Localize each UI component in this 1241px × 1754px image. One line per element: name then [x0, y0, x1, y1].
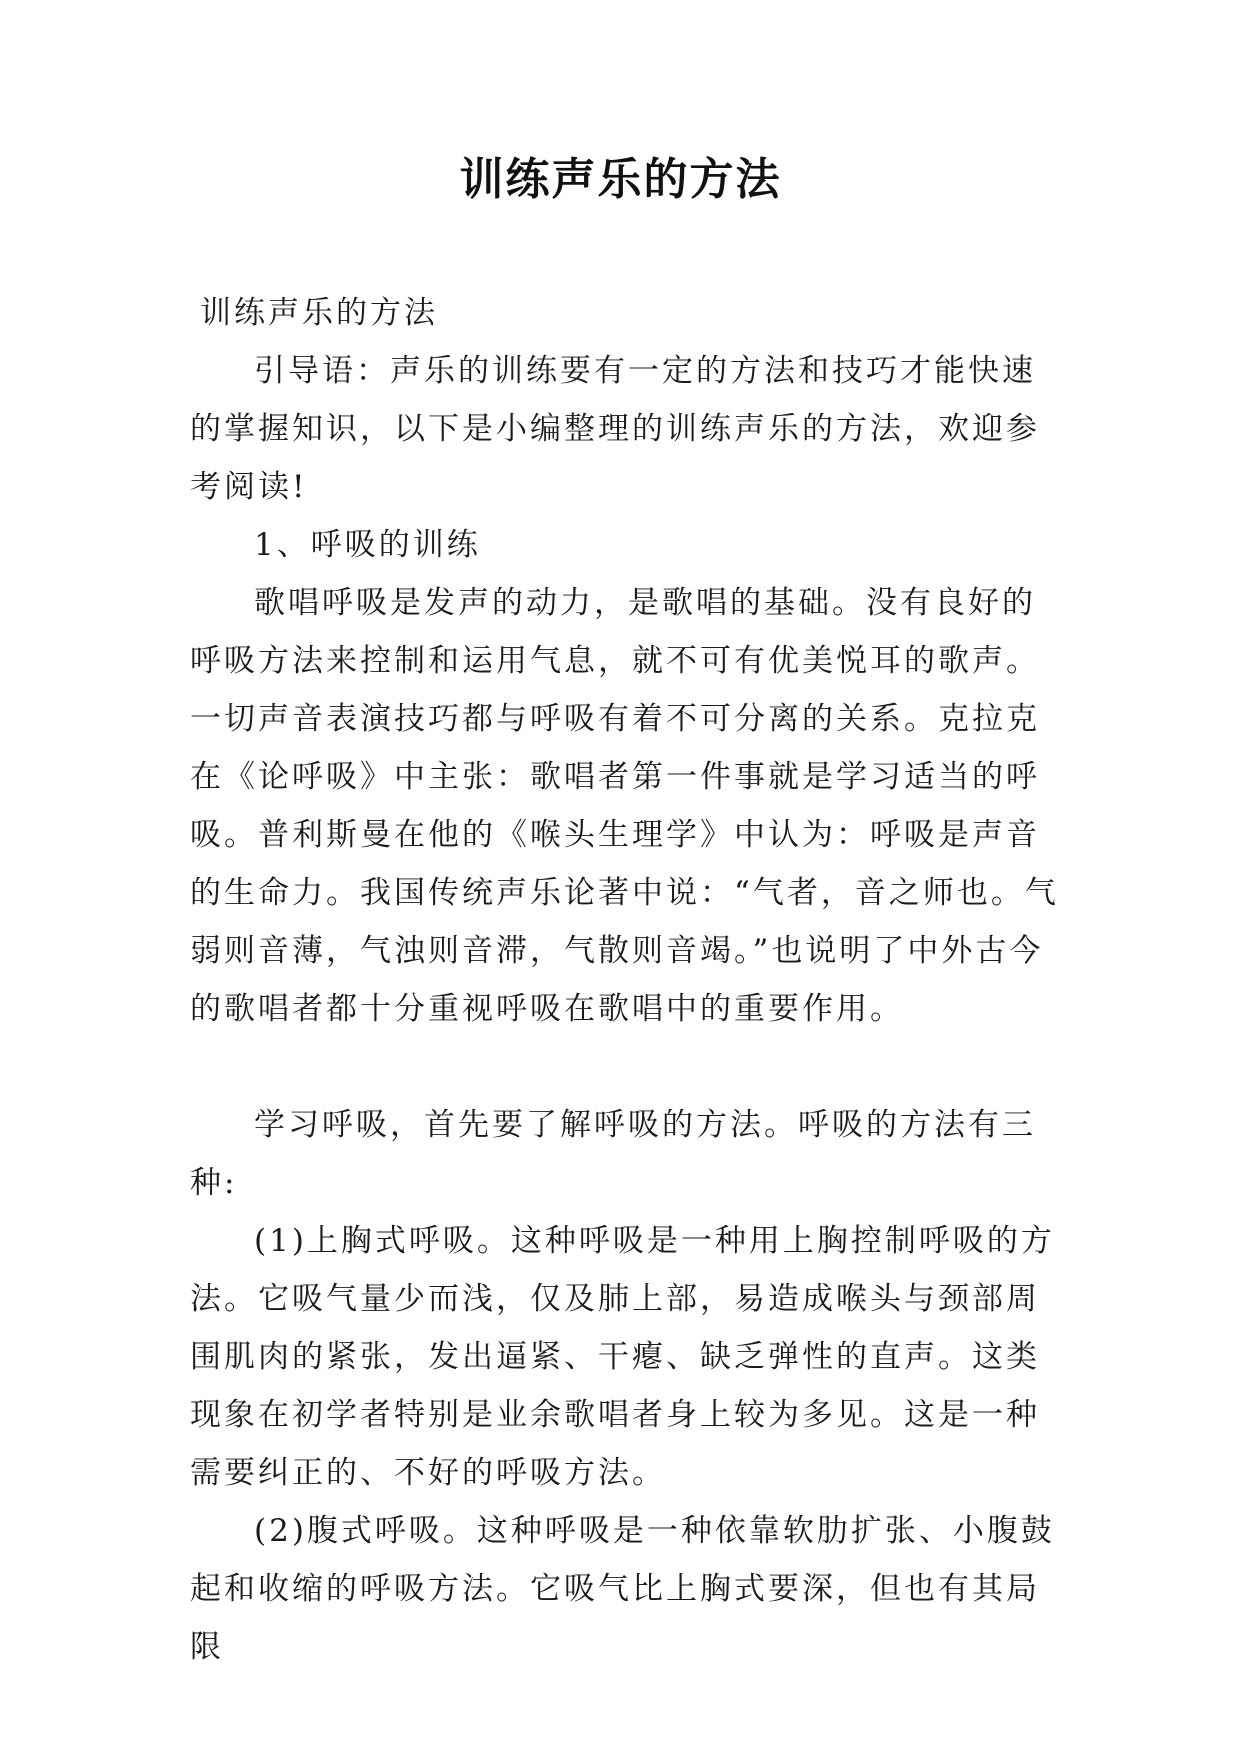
intro-paragraph: 引导语：声乐的训练要有一定的方法和技巧才能快速的掌握知识，以下是小编整理的训练声乐的方法，欢迎参考阅读!: [190, 353, 1040, 505]
document-body: [190, 284, 1065, 1676]
method-upper-chest-paragraph: (1)上胸式呼吸。这种呼吸是一种用上胸控制呼吸的方法。它吸气量少而浅，仅及肺上部，易造成喉头与颈部周围肌肉的紧张，发出逼紧、干瘪、缺乏弹性的直声。这类现象在初学者特别是业余歌唱者身上较为多见。这是一种需要纠正的、不好的呼吸方法。: [190, 1223, 1055, 1491]
section-heading-breathing: 1、呼吸的训练: [254, 527, 481, 563]
document-title: 训练声乐的方法: [459, 154, 782, 205]
breathing-paragraph: 歌唱呼吸是发声的动力，是歌唱的基础。没有良好的呼吸方法来控制和运用气息，就不可有优美悦耳的歌声。一切声音表演技巧都与呼吸有着不可分离的关系。克拉克在《论呼吸》中主张：歌唱者第一件事就是学习适当的呼吸。普利斯曼在他的《喉头生理学》中认为：呼吸是声音的生命力。我国传统声乐论著中说：“气者，音之师也。气弱则音薄，气浊则音滞，气散则音竭。”也说明了中外古今的歌唱者都十分重视呼吸在歌唱中的重要作用。: [190, 585, 1059, 1027]
document-subtitle: 训练声乐的方法: [200, 295, 438, 331]
method-abdominal-paragraph: (2)腹式呼吸。这种呼吸是一种依靠软肋扩张、小腹鼓起和收缩的呼吸方法。它吸气比上胸式要深，但也有其局限: [190, 1513, 1055, 1665]
breathing-methods-intro: 学习呼吸，首先要了解呼吸的方法。呼吸的方法有三种:: [190, 1107, 1036, 1201]
paragraph-spacer: [190, 1038, 1065, 1096]
